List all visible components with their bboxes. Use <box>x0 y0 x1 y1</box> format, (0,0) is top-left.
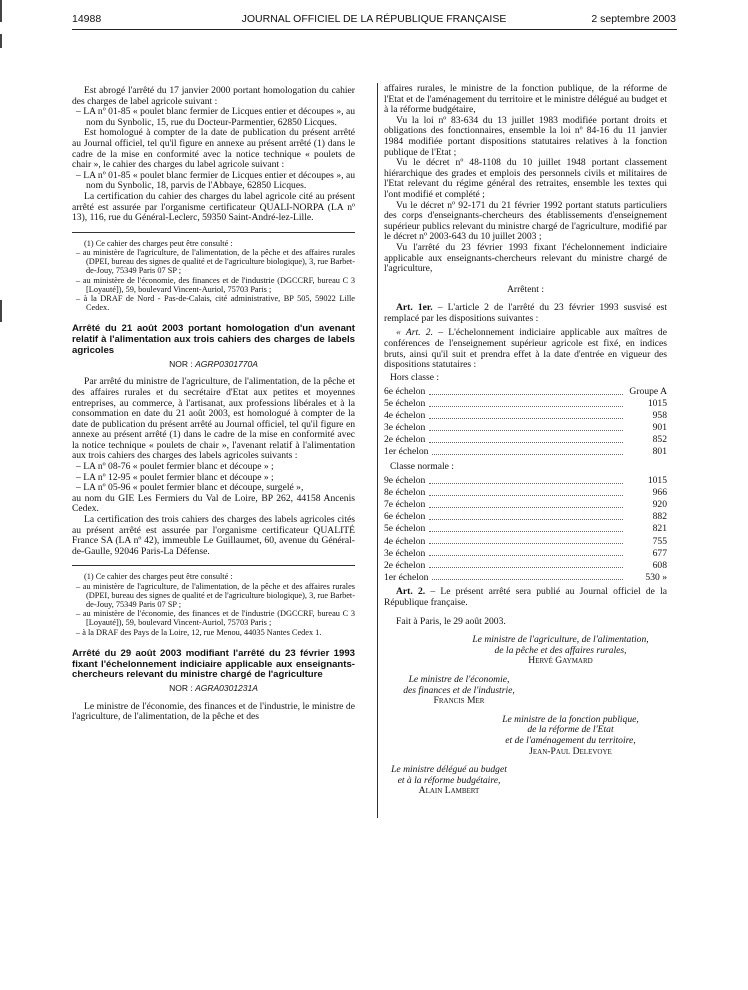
leader-dots <box>429 430 623 431</box>
echelon-label: 7e échelon <box>384 499 426 511</box>
leader-dots <box>432 454 623 455</box>
list-item: – LA nº 05-96 « poulet fermier blanc et découpe, surgelé », <box>76 482 304 494</box>
table-section-heading: Hors classe : <box>390 371 440 383</box>
signatory-name: Alain Lambert <box>418 785 480 797</box>
footnote-line: – au ministère de l'agriculture, de l'alimentation, de la pêche et des affaires rurales (DPEI, bureau des signes de qualité et de l'agriculture biologique), 3, rue Barbet-de-Jouy, 75349 Paris 07 SP ; <box>76 247 355 276</box>
echelon-index: 1015 <box>647 398 667 410</box>
scan-edge-mark <box>0 300 2 322</box>
echelon-index: 1015 <box>647 475 667 487</box>
leader-dots <box>429 442 623 443</box>
decree-title: Arrêté du 29 août 2003 modifiant l'arrêté du 23 février 1993 fixant l'échelonnement indiciaire applicable aux enseignants-chercheurs relevant du ministre chargé de l'agriculture <box>72 647 355 681</box>
signature-block <box>384 765 514 797</box>
scan-edge-mark <box>0 34 2 48</box>
leader-dots <box>429 418 623 419</box>
echelon-label: 4e échelon <box>384 410 426 422</box>
list-item: – LA nº 01-85 « poulet blanc fermier de Licques entier et découpes », au nom du Synbolic, 18, parvis de l'Abbaye, 62850 Licques. <box>76 169 355 192</box>
echelon-row <box>384 571 667 583</box>
list-item: – LA nº 01-85 « poulet blanc fermier de Licques entier et découpes », au nom du Synbolic, 15, rue du Docteur-Parmentier, 62850 Licques. <box>76 106 355 128</box>
echelon-label: 1er échelon <box>384 446 429 458</box>
signature-title: et à la réforme budgétaire, <box>397 774 501 786</box>
echelon-row <box>384 499 667 511</box>
echelon-row <box>384 446 667 458</box>
echelon-label: 5e échelon <box>384 398 426 410</box>
footnote-line: – à la DRAF de Nord - Pas-de-Calais, cité administrative, BP 505, 59022 Lille Cedex. <box>76 293 355 313</box>
issue-date: 2 septembre 2003 <box>591 13 676 25</box>
list-item: – LA nº 08-76 « poulet fermier blanc et découpe » ; <box>76 461 274 473</box>
echelon-label: 9e échelon <box>384 475 426 487</box>
echelon-index: 966 <box>652 487 667 499</box>
leader-dots <box>432 579 623 580</box>
decree-title: Arrêté du 21 août 2003 portant homologation d'un avenant relatif à l'alimentation aux trois cahiers des charges de labels agricoles <box>72 323 355 356</box>
footnote-line: – au ministère de l'agriculture, de l'alimentation, de la pêche et des affaires rurales (DPEI, bureau des signes de qualité et de l'agriculture biologique), 3, rue Barbet-de-Jouy, 75349 Paris 07 SP ; <box>76 581 355 610</box>
leader-dots <box>429 406 623 407</box>
echelon-label: 2e échelon <box>384 434 426 446</box>
leader-dots <box>429 567 623 568</box>
signature-date: Fait à Paris, le 29 août 2003. <box>396 615 506 627</box>
echelon-table <box>384 373 667 584</box>
signatory-name: Francis Mer <box>433 695 485 707</box>
echelon-row <box>384 475 667 487</box>
echelon-label: 6e échelon <box>384 511 426 523</box>
echelon-row <box>384 434 667 446</box>
leader-dots <box>429 495 623 496</box>
echelon-index: 958 <box>652 410 667 422</box>
leader-dots <box>429 394 623 395</box>
table-section-heading: Classe normale : <box>390 461 454 472</box>
echelon-row <box>384 547 667 559</box>
page-number: 14988 <box>72 13 102 25</box>
echelon-index: 821 <box>652 523 667 535</box>
paragraph: Le ministre de l'économie, des finances et de l'industrie, le ministre de l'agriculture, de l'alimentation, de la pêche et des <box>72 700 355 723</box>
signature-title: et de l'aménagement du territoire, <box>505 734 636 746</box>
signatory-name: Hervé Gaymard <box>528 655 593 667</box>
echelon-row <box>384 385 667 397</box>
article-2: Art. 2. – Le présent arrêté sera publié au Journal officiel de la République française. <box>384 586 667 609</box>
echelon-label: 1er échelon <box>384 571 429 583</box>
footnote-line: – au ministère de l'économie, des finances et de l'industrie (DGCCRF, bureau C 3 [Loyauté]), 59, boulevard Vincent-Auriol, 75703 Paris ; <box>76 609 355 628</box>
leader-dots <box>429 519 623 520</box>
echelon-index: 882 <box>652 511 667 523</box>
column-rule <box>377 83 378 818</box>
echelon-index: 852 <box>652 434 667 446</box>
arretent-heading: Arrêtent : <box>506 283 545 295</box>
leader-dots <box>429 555 623 556</box>
signature-title: des finances et de l'industrie, <box>403 684 515 696</box>
signature-title: Le ministre de la fonction publique, <box>502 713 639 725</box>
paragraph: Vu le décret nº 92-171 du 21 février 1992 portant statuts particuliers des corps d'enseignants-chercheurs des établissements d'enseignement supérieur publics relevant du ministre chargé de l'agriculture, modifié par le décret nº 2003-643 du 10 juillet 2003 ; <box>384 199 667 243</box>
paragraph: Vu l'arrêté du 23 février 1993 fixant l'échelonnement indiciaire applicable aux enseignants-chercheurs relevant du ministre chargé de l'agriculture, <box>384 241 667 275</box>
footnote-line: – au ministère de l'économie, des finances et de l'industrie (DGCCRF, bureau C 3 [Loyauté]), 59, boulevard Vincent-Auriol, 75703 Paris ; <box>76 275 355 294</box>
echelon-index: 755 <box>652 535 667 547</box>
paragraph: La certification des trois cahiers des charges des labels agricoles cités au présent arrêté est assurée par l'organisme certificateur QUALITÉ France SA (LA nº 42), immeuble Le Guillaumet, 60, avenue du Général-de-Gaulle, 92046 Paris-La Défense. <box>72 514 355 557</box>
footnote-rule <box>72 232 355 233</box>
paragraph: Vu le décret nº 48-1108 du 10 juillet 1948 portant classement hiérarchique des grades et emplois des personnels civils et militaires de l'Etat relevant du régime général des retraites, ensemble les textes qui l'ont modifié et complété ; <box>384 157 667 200</box>
signatory-name: Jean-Paul Delevoye <box>529 745 612 757</box>
signature-title: de la pêche et des affaires rurales, <box>494 644 627 656</box>
nor-reference: NOR : AGRP0301770A <box>169 358 258 369</box>
leader-dots <box>429 507 623 508</box>
echelon-index: 901 <box>652 422 667 434</box>
echelon-row <box>384 559 667 571</box>
list-item: – LA nº 12-95 « poulet fermier blanc et découpe » ; <box>76 471 274 483</box>
echelon-index: 608 <box>652 559 667 571</box>
paragraph: affaires rurales, le ministre de la fonction publique, de la réforme de l'Etat et de l'aménagement du territoire et le ministre délégué au budget et à la réforme budgétaire, <box>384 83 667 116</box>
signature-block <box>384 715 667 757</box>
echelon-index: 530 » <box>645 571 667 583</box>
echelon-label: 6e échelon <box>384 385 426 397</box>
echelon-label: 8e échelon <box>384 487 426 499</box>
paragraph: au nom du GIE Les Fermiers du Val de Loire, BP 262, 44158 Ancenis Cedex. <box>72 492 355 515</box>
echelon-label: 2e échelon <box>384 559 426 571</box>
signature-title: Le ministre de l'agriculture, de l'alimentation, <box>472 634 649 646</box>
footnote-rule <box>72 565 355 566</box>
footnote-line: (1) Ce cahier des charges peut être consulté : <box>84 238 233 248</box>
leader-dots <box>429 483 623 484</box>
journal-title: JOURNAL OFFICIEL DE LA RÉPUBLIQUE FRANÇAISE <box>241 13 507 25</box>
signature-block <box>384 675 534 707</box>
paragraph: Vu la loi nº 83-634 du 13 juillet 1983 modifiée portant droits et obligations des fonctionnaires, ensemble la loi nº 84-16 du 11 janvier 1984 modifiée portant dispositions statutaires relatives à la fonction publique de l'Etat ; <box>384 114 667 158</box>
echelon-label: 5e échelon <box>384 523 426 535</box>
leader-dots <box>429 531 623 532</box>
left-column <box>72 86 355 723</box>
echelon-index: 801 <box>652 446 667 458</box>
signature-block <box>384 635 667 667</box>
footnote <box>72 572 355 636</box>
echelon-index: 920 <box>652 499 667 511</box>
echelon-row <box>384 535 667 547</box>
footnote <box>72 239 355 313</box>
echelon-row <box>384 398 667 410</box>
echelon-label: 3e échelon <box>384 422 426 434</box>
paragraph: Par arrêté du ministre de l'agriculture, de l'alimentation, de la pêche et des affaires rurales et du secrétaire d'Etat aux petites et moyennes entreprises, au commerce, à l'artisanat, aux professions libérales et à la consommation en date du 21 août 2003, est homologué à compter de la date de publication du présent arrêté au Journal officiel, tel qu'il figure en annexe au présent arrêté (1) dans le cadre de la mise en conformité avec la notice technique « poulets de chair », l'avenant relatif à l'alimentation aux trois cahiers des charges des labels agricoles suivants : <box>72 376 355 462</box>
echelon-row <box>384 511 667 523</box>
paragraph: Est homologué à compter de la date de publication du présent arrêté au Journal officiel, tel qu'il figure en annexe au présent arrêté (1) dans le cadre de la mise en conformité avec la notice technique « poulets de chair », le cahier des charges du label agricole suivant : <box>72 127 355 171</box>
right-column <box>384 84 667 797</box>
echelon-row <box>384 487 667 499</box>
footnote-line: (1) Ce cahier des charges peut être consulté : <box>84 572 233 582</box>
echelon-row <box>384 523 667 535</box>
echelon-row <box>384 410 667 422</box>
echelon-index: 677 <box>652 547 667 559</box>
article-2-quote: « Art. 2. – L'échelonnement indiciaire applicable aux maîtres de conférences de l'enseignement supérieur agricole est fixé, en indices bruts, ainsi qu'il suit et prendra effet à la date d'entrée en vigueur des dispositions statutaires : <box>384 327 667 371</box>
header-rule <box>72 29 677 30</box>
footnote-line: – à la DRAF des Pays de la Loire, 12, rue Menou, 44035 Nantes Cedex 1. <box>76 627 322 637</box>
signature-title: de la réforme de l'Etat <box>527 724 614 736</box>
echelon-label: 4e échelon <box>384 535 426 547</box>
signature-title: Le ministre de l'économie, <box>408 674 510 685</box>
paragraph: La certification du cahier des charges du label agricole cité au présent arrêté est assurée par l'organisme certificateur QUALI-NORPA (LA nº 13), 116, rue du Général-Leclerc, 59350 Saint-André-lez-Lille. <box>72 190 355 224</box>
echelon-label: 3e échelon <box>384 547 426 559</box>
paragraph: Est abrogé l'arrêté du 17 janvier 2000 portant homologation du cahier des charges de label agricole suivant : <box>72 85 355 107</box>
echelon-row <box>384 422 667 434</box>
signature-title: Le ministre délégué au budget <box>391 764 507 776</box>
article-1: Art. 1er. – L'article 2 de l'arrêté du 23 février 1993 susvisé est remplacé par les dispositions suivantes : <box>384 302 667 324</box>
leader-dots <box>429 543 623 544</box>
group-heading: Groupe A <box>629 385 667 397</box>
nor-reference: NOR : AGRA0301231A <box>169 683 258 694</box>
